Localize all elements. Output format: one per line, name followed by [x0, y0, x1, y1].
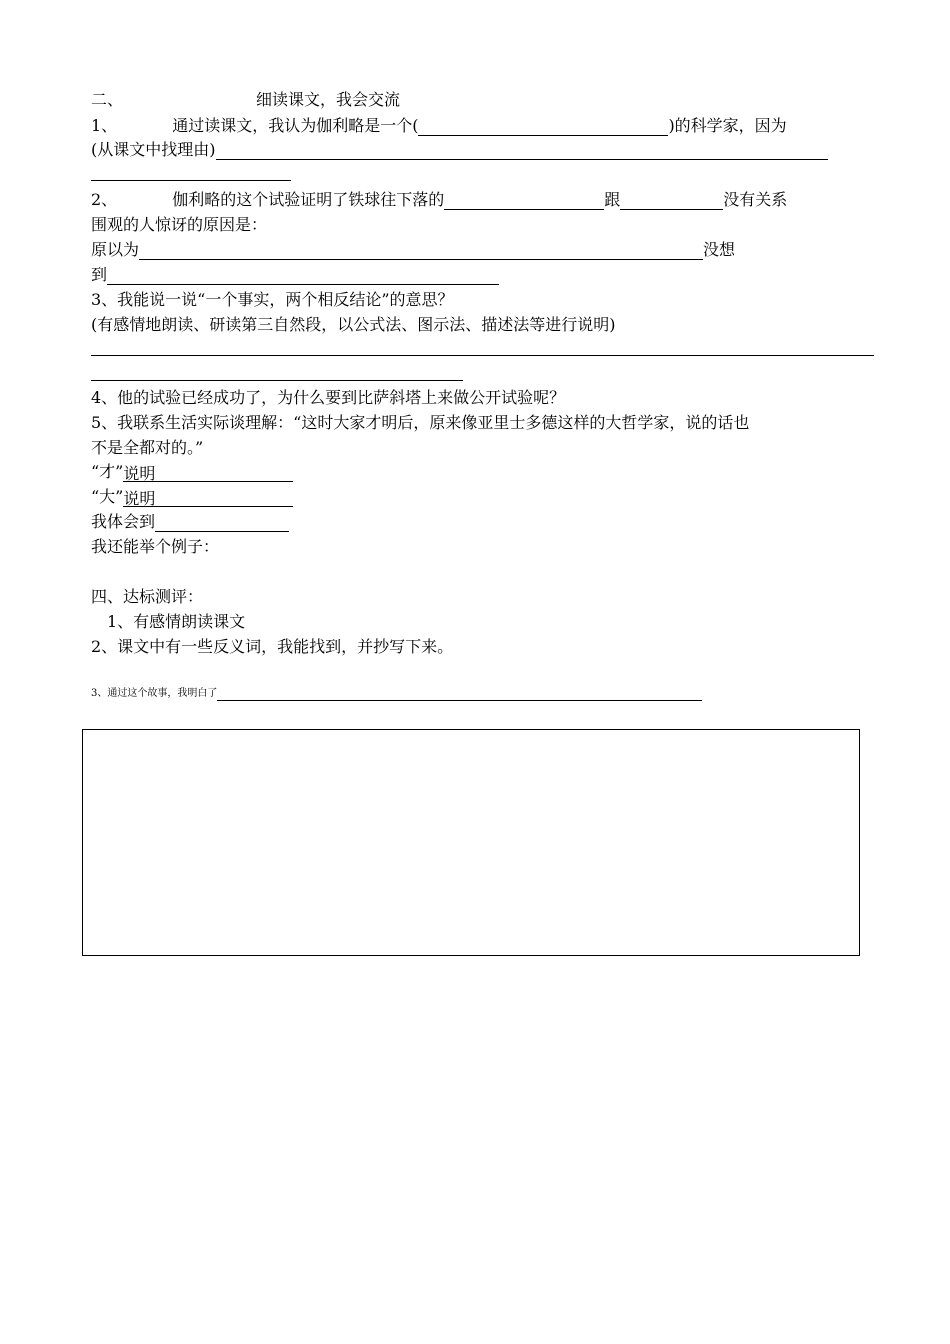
- question-number: 2、: [91, 190, 118, 209]
- question-text: 围观的人惊讶的原因是：: [91, 215, 268, 234]
- section-4-item-3: [91, 687, 702, 701]
- question-text: 没想: [703, 240, 736, 259]
- question-text: 2、课文中有一些反义词，我能找到，并抄写下来。: [91, 637, 454, 656]
- question-hint: (有感情地朗读、研读第三自然段，以公式法、图示法、描述法等进行说明): [91, 315, 616, 334]
- cai-explain-row: [91, 462, 293, 484]
- question-text: 原以为: [91, 240, 140, 259]
- answer-blank[interactable]: [107, 267, 499, 285]
- question-2-line-3: [91, 240, 735, 262]
- question-number: 1、: [91, 116, 118, 135]
- question-text: 没有关系: [723, 190, 788, 209]
- question-text: 跟: [604, 190, 621, 209]
- question-4: [91, 388, 565, 410]
- da-explain-row: [91, 487, 293, 509]
- answer-blank[interactable]: [155, 514, 289, 532]
- question-1-line-1: [91, 116, 787, 138]
- question-text: 5、我联系生活实际谈理解：“这时大家才明后，原来像亚里士多德这样的大哲学家，说的话也: [91, 413, 750, 432]
- answer-line[interactable]: [91, 380, 463, 381]
- question-5-line-1: [91, 413, 749, 435]
- section-4-item-1: [107, 612, 245, 634]
- section-title: 细读课文，我会交流: [256, 90, 401, 109]
- feel-row: [91, 512, 289, 534]
- question-2-line-1: [91, 190, 787, 212]
- section-4-heading: [91, 587, 203, 609]
- question-text: )的科学家，因为: [668, 116, 787, 135]
- explain-label: 说明: [123, 464, 156, 483]
- question-text: 4、他的试验已经成功了，为什么要到比萨斜塔上来做公开试验呢？: [91, 388, 566, 407]
- question-text: 3、通过这个故事，我明白了: [91, 688, 218, 699]
- question-3: [91, 290, 454, 312]
- question-text: 我还能举个例子：: [91, 537, 220, 556]
- question-text: 不是全都对的。”: [91, 438, 204, 457]
- answer-blank[interactable]: [217, 688, 702, 701]
- question-5-line-2: [91, 438, 203, 460]
- question-text: 1、有感情朗读课文: [107, 612, 246, 631]
- example-row: [91, 537, 219, 559]
- section-number: 二、: [91, 90, 124, 109]
- section-4-item-2: [91, 637, 453, 659]
- answer-blank[interactable]: [216, 142, 828, 160]
- answer-box[interactable]: [82, 729, 860, 956]
- question-text: 伽利略的这个试验证明了铁球往下落的: [172, 190, 445, 209]
- answer-blank[interactable]: [139, 242, 703, 260]
- explain-label: 说明: [123, 489, 156, 508]
- question-text: 通过读课文，我认为伽利略是一个(: [172, 116, 419, 135]
- answer-blank[interactable]: [418, 118, 668, 136]
- question-3-hint: [91, 315, 616, 337]
- question-text: 我体会到: [91, 512, 156, 531]
- question-text: 到: [91, 265, 108, 284]
- answer-line[interactable]: [91, 355, 874, 356]
- section-title: 四、达标测评：: [91, 587, 204, 606]
- section-heading: [91, 90, 400, 112]
- question-text: (从课文中找理由): [91, 140, 216, 159]
- question-text: 3、我能说一说“一个事实，两个相反结论”的意思？: [91, 290, 454, 309]
- quote-label: “大”: [91, 487, 124, 506]
- question-2-line-4: [91, 265, 499, 287]
- question-2-line-2: [91, 215, 267, 237]
- answer-line[interactable]: [91, 180, 291, 181]
- answer-blank[interactable]: [620, 192, 723, 210]
- answer-blank[interactable]: [123, 464, 293, 482]
- question-1-line-2: [91, 140, 828, 162]
- answer-blank[interactable]: [444, 192, 604, 210]
- quote-label: “才”: [91, 462, 124, 481]
- answer-blank[interactable]: [123, 489, 293, 507]
